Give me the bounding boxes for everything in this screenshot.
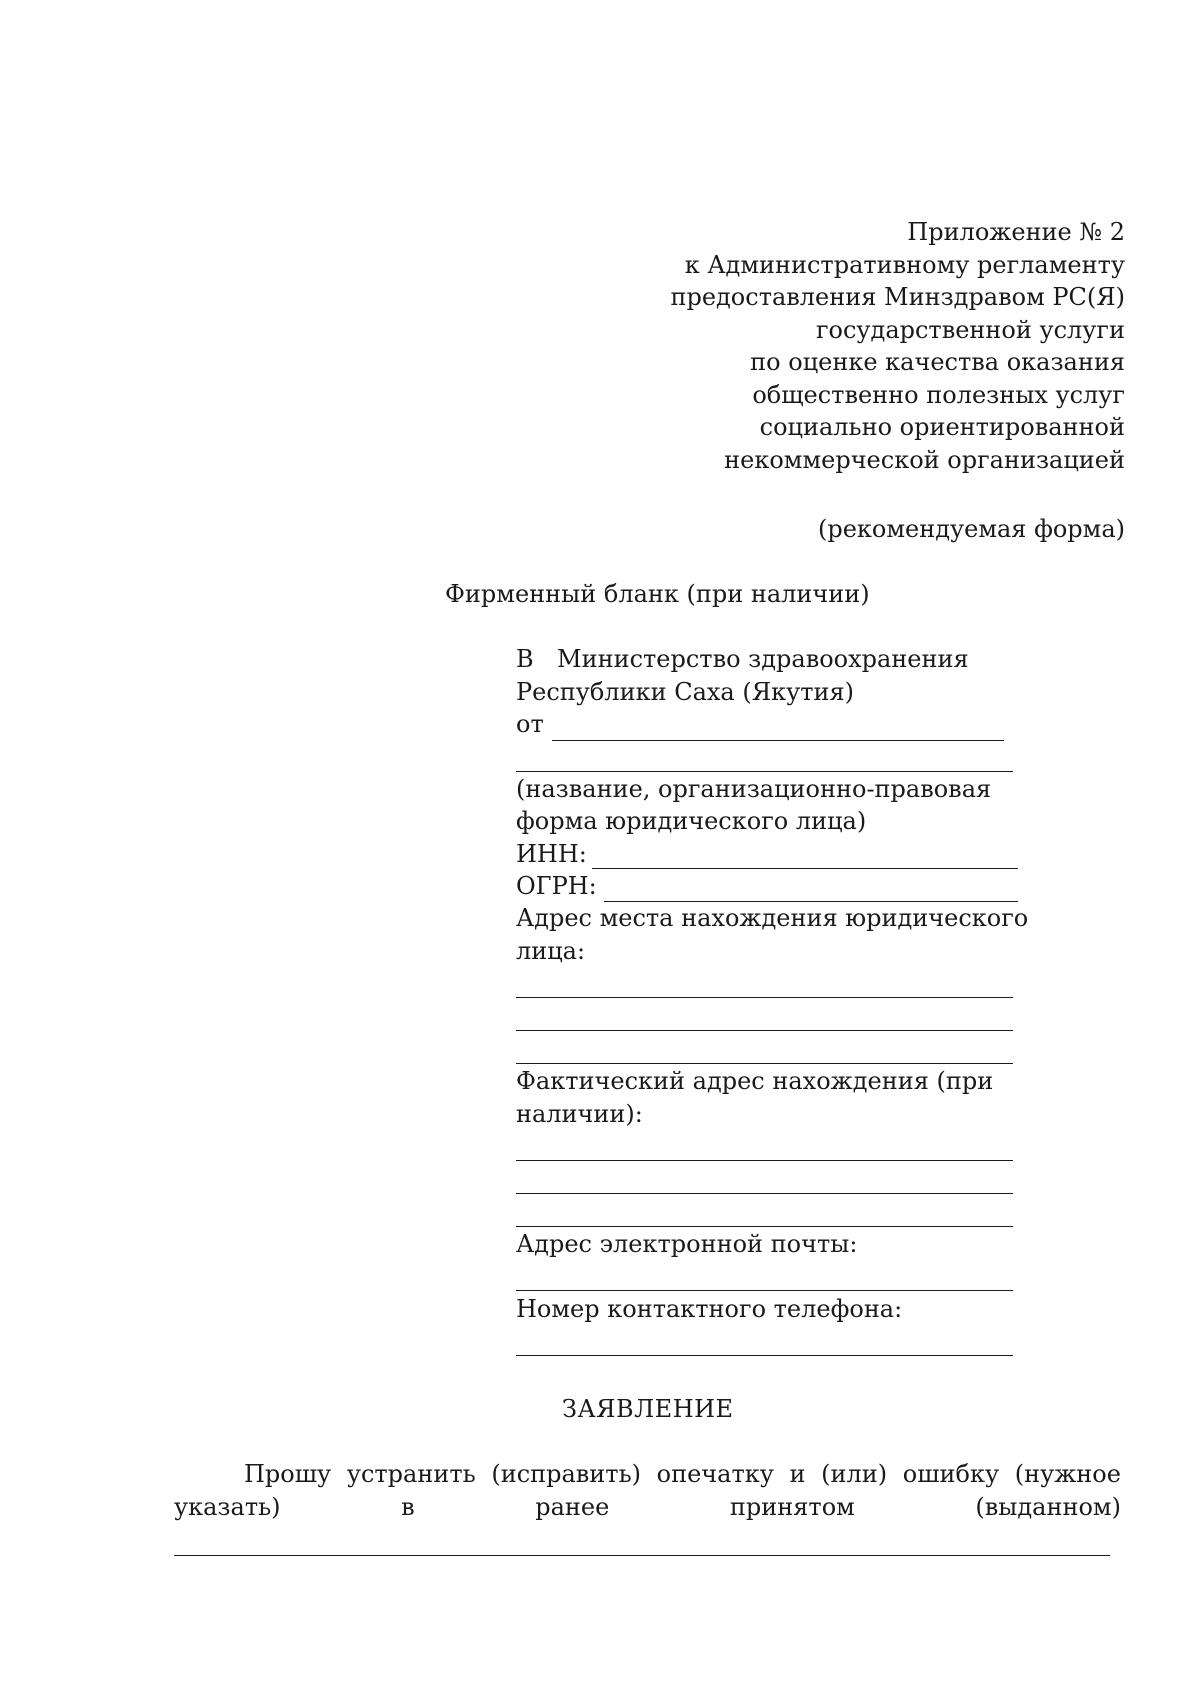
name-hint-line2: форма юридического лица) [516,807,867,835]
recommended-form-note: (рекомендуемая форма) [817,515,1125,543]
statement-word: указать) [174,1493,281,1521]
statement-word: принятом [729,1493,855,1521]
appendix-line: к Административному регламенту [684,250,1125,279]
statement-word: ошибку [902,1460,1000,1488]
appendix-line: социально ориентированной [759,413,1125,441]
phone-label: Номер контактного телефона: [516,1295,903,1323]
to-ministry-line1: Министерство здравоохранения [557,645,969,673]
appendix-line: Приложение № 2 [907,218,1125,246]
inn-line[interactable] [592,868,1018,869]
statement-document-line[interactable] [174,1555,1110,1556]
email-label: Адрес электронной почты: [516,1230,858,1258]
statement-word: (исправить) [491,1460,642,1488]
legal-address-line2: лица: [516,937,586,965]
to-prefix: В [516,645,534,673]
actual-address-line1: Фактический адрес нахождения (при [516,1067,994,1095]
statement-word: ранее [535,1493,610,1521]
statement-word: (нужное [1014,1460,1121,1488]
appendix-line: некоммерческой организацией [724,445,1125,474]
email-line[interactable] [516,1290,1013,1291]
to-ministry-line2: Республики Саха (Якутия) [516,678,855,706]
actual-address-line-b[interactable] [516,1193,1013,1194]
name-hint-line1: (название, организационно-правовая [516,775,992,803]
legal-address-line-a[interactable] [516,997,1013,998]
statement-word: (выданном) [975,1493,1121,1521]
statement-title: ЗАЯВЛЕНИЕ [562,1395,734,1423]
appendix-line: предоставления Минздравом РС(Я) [670,283,1125,311]
statement-line-2 [174,1491,1121,1523]
letterhead-note: Фирменный бланк (при наличии) [445,580,870,608]
phone-line[interactable] [516,1355,1013,1356]
legal-address-line1: Адрес места нахождения юридического [516,904,1029,932]
statement-word: в [401,1493,415,1521]
inn-label: ИНН: [516,840,587,868]
appendix-line: государственной услуги [815,315,1125,344]
statement-word: опечатку [656,1460,774,1488]
appendix-header [670,216,1125,476]
actual-address-line-a[interactable] [516,1160,1013,1161]
from-line-2[interactable] [516,771,1013,772]
actual-address-line-c[interactable] [516,1226,1013,1227]
statement-word: (или) [821,1460,888,1488]
statement-word: и [789,1460,806,1488]
statement-word: устранить [346,1460,476,1488]
ogrn-label: ОГРН: [516,872,597,900]
appendix-line: общественно полезных услуг [752,380,1125,409]
appendix-line: по оценке качества оказания [750,348,1125,376]
from-line[interactable] [552,740,1004,741]
actual-address-line2: наличии): [516,1100,643,1128]
legal-address-line-b[interactable] [516,1030,1013,1031]
statement-word: Прошу [244,1460,332,1488]
legal-address-line-c[interactable] [516,1063,1013,1064]
from-label: от [516,710,544,738]
statement-line-1 [244,1458,1121,1490]
